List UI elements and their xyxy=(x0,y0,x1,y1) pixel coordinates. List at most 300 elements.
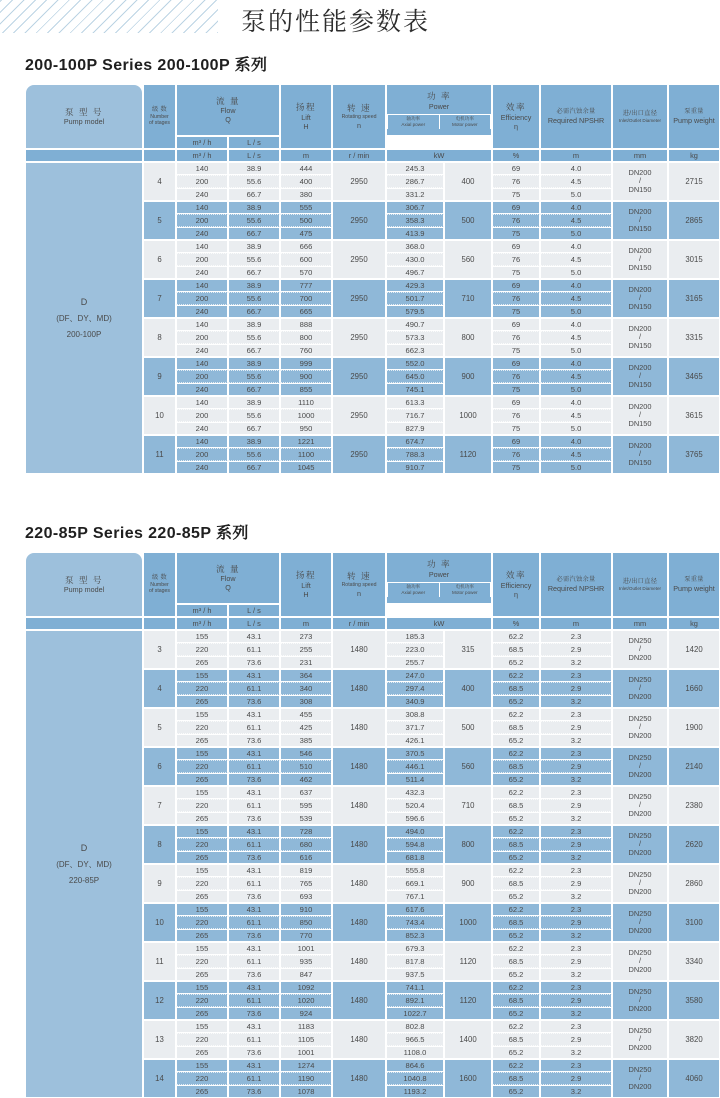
cell-flow-m3h: 155 xyxy=(176,903,228,916)
unit-flow-m3h-2: m³ / h xyxy=(176,149,228,162)
cell-efficiency: 65.2 xyxy=(492,1046,540,1059)
diameter-inlet: DN200 xyxy=(628,285,652,295)
cell-flow-m3h: 200 xyxy=(176,253,228,266)
cell-axial-power: 1022.7 xyxy=(386,1007,444,1020)
cell-efficiency: 65.2 xyxy=(492,890,540,903)
cell-axial-power: 511.4 xyxy=(386,773,444,786)
cell-flow-m3h: 265 xyxy=(176,695,228,708)
cell-pump-weight: 2865 xyxy=(668,201,720,240)
col-header-efficiency-en: Efficiency xyxy=(500,112,532,122)
cell-flow-m3h: 200 xyxy=(176,292,228,305)
unit-stages-blank xyxy=(143,149,176,162)
cell-inlet-outlet-diameter xyxy=(612,162,668,201)
cell-flow-ls: 61.1 xyxy=(228,760,280,773)
cell-axial-power: 446.1 xyxy=(386,760,444,773)
cell-npshr: 4.0 xyxy=(540,435,612,448)
cell-lift: 637 xyxy=(280,786,332,799)
col-header-diameter-en: Inlet/Outlet Diameter xyxy=(618,117,662,123)
cell-npshr: 3.2 xyxy=(540,890,612,903)
cell-axial-power: 1193.2 xyxy=(386,1085,444,1098)
cell-axial-power: 247.0 xyxy=(386,669,444,682)
cell-speed: 1480 xyxy=(332,708,386,747)
cell-inlet-outlet-diameter xyxy=(612,435,668,474)
unit-diameter: mm xyxy=(612,149,668,162)
col-header-flow-symbol: Q xyxy=(225,583,231,593)
cell-inlet-outlet-diameter xyxy=(612,903,668,942)
cell-efficiency: 68.5 xyxy=(492,877,540,890)
cell-pump-weight: 3165 xyxy=(668,279,720,318)
cell-pump-weight: 3315 xyxy=(668,318,720,357)
cell-efficiency: 62.2 xyxy=(492,864,540,877)
cell-efficiency: 62.2 xyxy=(492,669,540,682)
cell-lift: 950 xyxy=(280,422,332,435)
cell-flow-m3h: 220 xyxy=(176,1072,228,1085)
diameter-separator: / xyxy=(638,761,642,771)
cell-motor-power: 560 xyxy=(444,240,492,279)
diameter-outlet: DN150 xyxy=(628,340,652,350)
diameter-inlet: DN250 xyxy=(628,675,652,685)
cell-stages: 4 xyxy=(143,162,176,201)
cell-flow-m3h: 200 xyxy=(176,331,228,344)
diameter-separator: / xyxy=(638,449,642,459)
cell-flow-ls: 43.1 xyxy=(228,864,280,877)
cell-flow-ls: 38.9 xyxy=(228,396,280,409)
spec-table-200-100p xyxy=(25,84,720,474)
cell-flow-m3h: 200 xyxy=(176,175,228,188)
cell-efficiency: 62.2 xyxy=(492,825,540,838)
cell-stages: 7 xyxy=(143,786,176,825)
unit-stages-blank xyxy=(143,617,176,630)
table-row xyxy=(25,630,720,643)
cell-lift: 616 xyxy=(280,851,332,864)
cell-flow-m3h: 200 xyxy=(176,448,228,461)
cell-npshr: 2.3 xyxy=(540,942,612,955)
col-header-flow-en: Flow xyxy=(220,574,236,584)
cell-flow-ls: 73.6 xyxy=(228,812,280,825)
cell-npshr: 4.0 xyxy=(540,396,612,409)
cell-axial-power: 496.7 xyxy=(386,266,444,279)
cell-lift: 364 xyxy=(280,669,332,682)
unit-weight: kg xyxy=(668,149,720,162)
cell-lift: 1183 xyxy=(280,1020,332,1033)
cell-flow-m3h: 155 xyxy=(176,864,228,877)
cell-speed: 1480 xyxy=(332,669,386,708)
cell-npshr: 2.9 xyxy=(540,916,612,929)
cell-efficiency: 76 xyxy=(492,214,540,227)
cell-lift: 273 xyxy=(280,630,332,643)
cell-npshr: 2.3 xyxy=(540,786,612,799)
diameter-inlet: DN200 xyxy=(628,441,652,451)
cell-axial-power: 1108.0 xyxy=(386,1046,444,1059)
diameter-separator: / xyxy=(638,215,642,225)
cell-lift: 760 xyxy=(280,344,332,357)
cell-efficiency: 65.2 xyxy=(492,812,540,825)
cell-axial-power: 645.0 xyxy=(386,370,444,383)
unit-model-blank xyxy=(25,149,143,162)
cell-lift: 595 xyxy=(280,799,332,812)
cell-lift: 765 xyxy=(280,877,332,890)
cell-flow-ls: 73.6 xyxy=(228,1007,280,1020)
cell-npshr: 5.0 xyxy=(540,422,612,435)
col-header-diameter-cn: 进/出口直径 xyxy=(622,109,658,117)
cell-pump-weight: 3765 xyxy=(668,435,720,474)
cell-flow-ls: 38.9 xyxy=(228,279,280,292)
cell-pump-weight: 2620 xyxy=(668,825,720,864)
cell-speed: 1480 xyxy=(332,747,386,786)
cell-efficiency: 69 xyxy=(492,201,540,214)
cell-inlet-outlet-diameter xyxy=(612,669,668,708)
cell-pump-weight: 3820 xyxy=(668,1020,720,1059)
cell-stages: 8 xyxy=(143,318,176,357)
col-header-lift-cn: 扬程 xyxy=(295,570,317,581)
cell-npshr: 4.5 xyxy=(540,331,612,344)
cell-efficiency: 75 xyxy=(492,305,540,318)
cell-lift: 855 xyxy=(280,383,332,396)
cell-lift: 1092 xyxy=(280,981,332,994)
col-header-power xyxy=(386,552,492,604)
col-header-power-en: Power xyxy=(428,570,450,580)
diameter-inlet: DN250 xyxy=(628,753,652,763)
cell-npshr: 2.9 xyxy=(540,1072,612,1085)
pump-model-line1: D xyxy=(80,297,88,308)
cell-efficiency: 75 xyxy=(492,383,540,396)
cell-flow-m3h: 140 xyxy=(176,318,228,331)
cell-axial-power: 892.1 xyxy=(386,994,444,1007)
cell-stages: 6 xyxy=(143,240,176,279)
cell-stages: 8 xyxy=(143,825,176,864)
cell-axial-power: 286.7 xyxy=(386,175,444,188)
cell-lift: 539 xyxy=(280,812,332,825)
cell-npshr: 2.9 xyxy=(540,643,612,656)
diameter-outlet: DN200 xyxy=(628,847,652,857)
cell-flow-m3h: 155 xyxy=(176,630,228,643)
cell-axial-power: 520.4 xyxy=(386,799,444,812)
cell-npshr: 3.2 xyxy=(540,773,612,786)
cell-efficiency: 75 xyxy=(492,266,540,279)
cell-npshr: 2.3 xyxy=(540,825,612,838)
cell-npshr: 3.2 xyxy=(540,695,612,708)
cell-efficiency: 76 xyxy=(492,409,540,422)
cell-speed: 2950 xyxy=(332,162,386,201)
cell-npshr: 4.5 xyxy=(540,448,612,461)
cell-axial-power: 674.7 xyxy=(386,435,444,448)
cell-flow-m3h: 220 xyxy=(176,916,228,929)
cell-npshr: 2.9 xyxy=(540,955,612,968)
cell-efficiency: 68.5 xyxy=(492,955,540,968)
col-header-diameter xyxy=(612,552,668,617)
diameter-inlet: DN250 xyxy=(628,870,652,880)
cell-stages: 11 xyxy=(143,435,176,474)
diameter-inlet: DN200 xyxy=(628,168,652,178)
cell-flow-m3h: 240 xyxy=(176,227,228,240)
cell-lift: 819 xyxy=(280,864,332,877)
col-header-pump-model xyxy=(25,84,143,149)
cell-flow-m3h: 220 xyxy=(176,643,228,656)
col-header-stages-en: Number xyxy=(150,581,169,588)
diameter-separator: / xyxy=(638,1073,642,1083)
cell-lift: 425 xyxy=(280,721,332,734)
cell-lift: 546 xyxy=(280,747,332,760)
unit-lift: m xyxy=(280,149,332,162)
cell-lift: 1001 xyxy=(280,942,332,955)
cell-efficiency: 62.2 xyxy=(492,630,540,643)
cell-motor-power: 1000 xyxy=(444,903,492,942)
col-header-lift-cn: 扬程 xyxy=(295,102,317,113)
cell-inlet-outlet-diameter xyxy=(612,396,668,435)
col-header-flow-symbol: Q xyxy=(225,115,231,125)
cell-efficiency: 62.2 xyxy=(492,942,540,955)
diameter-outlet: DN200 xyxy=(628,925,652,935)
diameter-inlet: DN250 xyxy=(628,714,652,724)
cell-axial-power: 864.6 xyxy=(386,1059,444,1072)
diameter-separator: / xyxy=(638,371,642,381)
col-header-efficiency-symbol: η xyxy=(514,589,519,599)
cell-speed: 2950 xyxy=(332,279,386,318)
cell-lift: 380 xyxy=(280,188,332,201)
cell-efficiency: 75 xyxy=(492,188,540,201)
diameter-outlet: DN200 xyxy=(628,1081,652,1091)
col-header-pump-model-en: Pump model xyxy=(63,117,105,127)
cell-efficiency: 68.5 xyxy=(492,799,540,812)
cell-axial-power: 662.3 xyxy=(386,344,444,357)
cell-efficiency: 75 xyxy=(492,344,540,357)
cell-npshr: 5.0 xyxy=(540,227,612,240)
cell-axial-power: 788.3 xyxy=(386,448,444,461)
cell-motor-power: 900 xyxy=(444,864,492,903)
col-header-efficiency xyxy=(492,552,540,617)
cell-flow-m3h: 220 xyxy=(176,760,228,773)
diameter-separator: / xyxy=(638,878,642,888)
cell-flow-ls: 61.1 xyxy=(228,643,280,656)
cell-flow-ls: 43.1 xyxy=(228,942,280,955)
cell-npshr: 2.9 xyxy=(540,1033,612,1046)
cell-axial-power: 679.3 xyxy=(386,942,444,955)
cell-axial-power: 617.6 xyxy=(386,903,444,916)
col-header-motor-power-cn: 电机功率 xyxy=(455,584,474,590)
cell-inlet-outlet-diameter xyxy=(612,942,668,981)
col-header-weight-cn: 泵重量 xyxy=(684,108,704,116)
cell-lift: 665 xyxy=(280,305,332,318)
col-header-power-cn: 功 率 xyxy=(426,559,452,570)
cell-efficiency: 68.5 xyxy=(492,1033,540,1046)
cell-axial-power: 716.7 xyxy=(386,409,444,422)
cell-inlet-outlet-diameter xyxy=(612,201,668,240)
cell-stages: 4 xyxy=(143,669,176,708)
col-header-speed-en: Rotating speed xyxy=(341,114,377,121)
cell-npshr: 2.9 xyxy=(540,994,612,1007)
cell-flow-ls: 38.9 xyxy=(228,357,280,370)
diameter-outlet: DN150 xyxy=(628,301,652,311)
col-header-npshr-cn: 必需汽蚀余量 xyxy=(556,108,596,116)
cell-flow-m3h: 240 xyxy=(176,305,228,318)
cell-flow-m3h: 140 xyxy=(176,279,228,292)
cell-flow-ls: 73.6 xyxy=(228,1085,280,1098)
cell-axial-power: 358.3 xyxy=(386,214,444,227)
cell-axial-power: 594.8 xyxy=(386,838,444,851)
col-header-speed-cn: 转 速 xyxy=(346,571,372,582)
cell-flow-m3h: 265 xyxy=(176,890,228,903)
cell-flow-ls: 73.6 xyxy=(228,695,280,708)
unit-power: kW xyxy=(386,617,492,630)
unit-flow-m3h: m³ / h xyxy=(176,604,228,617)
cell-speed: 2950 xyxy=(332,396,386,435)
cell-stages: 7 xyxy=(143,279,176,318)
cell-axial-power: 613.3 xyxy=(386,396,444,409)
cell-inlet-outlet-diameter xyxy=(612,864,668,903)
cell-flow-m3h: 265 xyxy=(176,656,228,669)
cell-axial-power: 432.3 xyxy=(386,786,444,799)
col-header-lift xyxy=(280,552,332,617)
col-header-lift-symbol: H xyxy=(303,121,309,131)
cell-flow-ls: 55.6 xyxy=(228,409,280,422)
cell-flow-m3h: 140 xyxy=(176,396,228,409)
unit-model-blank xyxy=(25,617,143,630)
col-header-npshr xyxy=(540,552,612,617)
cell-efficiency: 65.2 xyxy=(492,1007,540,1020)
cell-lift: 255 xyxy=(280,643,332,656)
cell-inlet-outlet-diameter xyxy=(612,318,668,357)
diameter-outlet: DN150 xyxy=(628,223,652,233)
table-header-2 xyxy=(25,552,720,630)
diameter-inlet: DN250 xyxy=(628,987,652,997)
cell-lift: 400 xyxy=(280,175,332,188)
col-header-power-cn: 功 率 xyxy=(426,91,452,102)
cell-efficiency: 62.2 xyxy=(492,786,540,799)
cell-flow-ls: 73.6 xyxy=(228,1046,280,1059)
cell-lift: 340 xyxy=(280,682,332,695)
col-header-power-en: Power xyxy=(428,102,450,112)
cell-flow-m3h: 155 xyxy=(176,708,228,721)
col-header-stages-en2: of stages xyxy=(148,120,171,127)
cell-flow-m3h: 240 xyxy=(176,422,228,435)
cell-lift: 510 xyxy=(280,760,332,773)
cell-efficiency: 62.2 xyxy=(492,1059,540,1072)
cell-flow-ls: 73.6 xyxy=(228,773,280,786)
col-header-diameter-en: Inlet/Outlet Diameter xyxy=(618,585,662,591)
col-header-efficiency-cn: 效率 xyxy=(505,102,527,113)
cell-motor-power: 800 xyxy=(444,825,492,864)
cell-inlet-outlet-diameter xyxy=(612,981,668,1020)
col-header-lift-en: Lift xyxy=(301,112,311,122)
cell-efficiency: 68.5 xyxy=(492,916,540,929)
diameter-inlet: DN200 xyxy=(628,207,652,217)
cell-axial-power: 767.1 xyxy=(386,890,444,903)
diameter-outlet: DN150 xyxy=(628,262,652,272)
cell-flow-ls: 38.9 xyxy=(228,435,280,448)
cell-lift: 1274 xyxy=(280,1059,332,1072)
cell-pump-weight: 3580 xyxy=(668,981,720,1020)
cell-axial-power: 937.5 xyxy=(386,968,444,981)
cell-stages: 5 xyxy=(143,201,176,240)
cell-motor-power: 710 xyxy=(444,786,492,825)
cell-flow-ls: 43.1 xyxy=(228,1059,280,1072)
cell-speed: 2950 xyxy=(332,435,386,474)
unit-flow-ls: L / s xyxy=(228,604,280,617)
unit-lift: m xyxy=(280,617,332,630)
cell-flow-ls: 73.6 xyxy=(228,929,280,942)
cell-lift: 1190 xyxy=(280,1072,332,1085)
cell-npshr: 3.2 xyxy=(540,1085,612,1098)
cell-flow-ls: 55.6 xyxy=(228,253,280,266)
cell-motor-power: 1120 xyxy=(444,981,492,1020)
diameter-outlet: DN200 xyxy=(628,769,652,779)
cell-flow-ls: 38.9 xyxy=(228,318,280,331)
unit-speed: r / min xyxy=(332,617,386,630)
col-header-npshr-cn: 必需汽蚀余量 xyxy=(556,576,596,584)
cell-efficiency: 75 xyxy=(492,227,540,240)
cell-pump-weight: 3015 xyxy=(668,240,720,279)
cell-flow-ls: 43.1 xyxy=(228,708,280,721)
unit-efficiency: % xyxy=(492,617,540,630)
diameter-separator: / xyxy=(638,722,642,732)
cell-flow-ls: 38.9 xyxy=(228,162,280,175)
diameter-separator: / xyxy=(638,995,642,1005)
cell-lift: 555 xyxy=(280,201,332,214)
unit-speed: r / min xyxy=(332,149,386,162)
cell-npshr: 5.0 xyxy=(540,305,612,318)
cell-flow-ls: 73.6 xyxy=(228,890,280,903)
cell-efficiency: 69 xyxy=(492,162,540,175)
cell-lift: 700 xyxy=(280,292,332,305)
cell-speed: 1480 xyxy=(332,981,386,1020)
cell-lift: 462 xyxy=(280,773,332,786)
cell-pump-weight: 2140 xyxy=(668,747,720,786)
diameter-inlet: DN250 xyxy=(628,792,652,802)
cell-axial-power: 185.3 xyxy=(386,630,444,643)
cell-flow-m3h: 220 xyxy=(176,799,228,812)
cell-flow-m3h: 155 xyxy=(176,1020,228,1033)
cell-efficiency: 62.2 xyxy=(492,981,540,994)
page-title: 泵的性能参数表 xyxy=(240,7,430,36)
col-header-flow-en: Flow xyxy=(220,106,236,116)
cell-flow-ls: 61.1 xyxy=(228,682,280,695)
cell-efficiency: 65.2 xyxy=(492,968,540,981)
cell-pump-weight: 3615 xyxy=(668,396,720,435)
cell-motor-power: 1400 xyxy=(444,1020,492,1059)
cell-motor-power: 500 xyxy=(444,201,492,240)
cell-lift: 935 xyxy=(280,955,332,968)
spec-table-220-85p xyxy=(25,552,720,1098)
cell-flow-ls: 73.6 xyxy=(228,851,280,864)
diameter-outlet: DN150 xyxy=(628,379,652,389)
col-header-stages-en: Number xyxy=(150,113,169,120)
cell-inlet-outlet-diameter xyxy=(612,1059,668,1098)
diameter-outlet: DN200 xyxy=(628,808,652,818)
cell-lift: 308 xyxy=(280,695,332,708)
cell-flow-m3h: 240 xyxy=(176,383,228,396)
cell-pump-weight: 3340 xyxy=(668,942,720,981)
cell-efficiency: 68.5 xyxy=(492,643,540,656)
cell-axial-power: 681.8 xyxy=(386,851,444,864)
cell-flow-ls: 61.1 xyxy=(228,1072,280,1085)
cell-lift: 728 xyxy=(280,825,332,838)
diameter-inlet: DN250 xyxy=(628,831,652,841)
cell-speed: 1480 xyxy=(332,630,386,669)
cell-axial-power: 745.1 xyxy=(386,383,444,396)
cell-lift: 900 xyxy=(280,370,332,383)
cell-speed: 2950 xyxy=(332,201,386,240)
cell-npshr: 4.0 xyxy=(540,357,612,370)
col-header-pump-model-cn: 泵 型 号 xyxy=(64,106,104,117)
cell-efficiency: 65.2 xyxy=(492,1085,540,1098)
cell-flow-m3h: 240 xyxy=(176,344,228,357)
cell-axial-power: 669.1 xyxy=(386,877,444,890)
cell-speed: 2950 xyxy=(332,318,386,357)
cell-efficiency: 62.2 xyxy=(492,1020,540,1033)
col-header-axial-power-en: Axial power xyxy=(401,589,426,595)
cell-npshr: 2.3 xyxy=(540,864,612,877)
cell-efficiency: 65.2 xyxy=(492,773,540,786)
